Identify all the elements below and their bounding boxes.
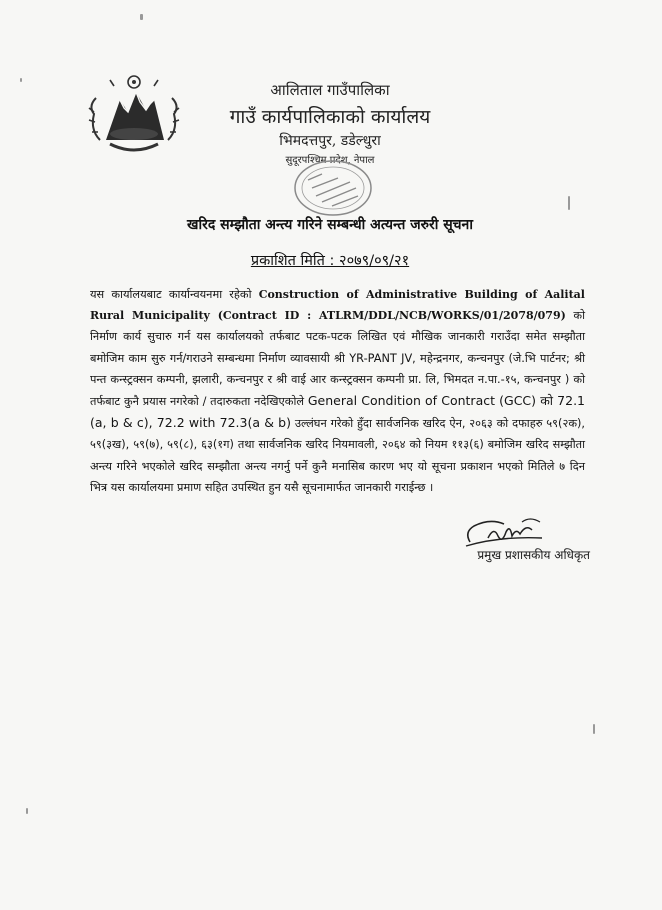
municipality-name: आलिताल गाउँपालिका	[270, 81, 390, 99]
project-name: Construction of Administrative Building of Aalital Rural Municipality (Contract ID : ATLRM/DDL/NCB/WORKS/01/2078/079)	[90, 288, 585, 323]
signatory-title: प्रमुख प्रशासकीय अधिकृत	[477, 548, 590, 562]
gcc-clauses: General Condition of Contract (GCC) को 72.1 (a, b & c), 72.2 with 72.3(a & b)	[90, 393, 586, 431]
office-seal-stamp	[292, 158, 374, 218]
office-name: गाउँ कार्यपालिकाको कार्यालय	[229, 106, 431, 128]
office-address: भिमदत्तपुर, डडेल्धुरा	[279, 133, 381, 149]
scan-speck	[593, 724, 595, 734]
body-legal-provisions: उल्लंघन गरेको हुँदा सार्वजनिक खरिद ऐन, २०६३ को दफाहरु ५९(२क), ५९(३ख), ५९(७), ५९(८), ६३(१ग) तथा सार्वजनिक खरिद नियमावली, २०६४ को नियम ११३(६) बमोजिम खरिद सम्झौता अन्त्य गरिने भएकोले खरिद सम्झौता अन्त्य नगर्नु पर्ने कुनै मनासिब कारण भए यो सूचना प्रकाशन भएको मितिले ७ दिन भित्र यस कार्यालयमा प्रमाण सहित उपस्थित हुन यसै सूचनामार्फत जानकारी गराईन्छ ।	[90, 417, 586, 494]
notice-body	[90, 284, 585, 498]
scan-speck	[140, 14, 143, 20]
scan-speck	[20, 78, 22, 82]
scan-speck	[568, 196, 570, 210]
province-country: सुदूरपश्चिम प्रदेश, नेपाल	[285, 155, 375, 166]
body-contractor-details: को निर्माण कार्य सुचारु गर्न यस कार्यालयको तर्फबाट पटक-पटक लिखित एवं मौखिक जानकारी गराउँदा समेत सम्झौता बमोजिम काम सुरु गर्न/गराउने सम्बन्धमा निर्माण व्यावसायी श्री YR-PANT JV, महेन्द्रनगर, कन्चनपुर (जे.भि पार्टनर; श्री पन्त कन्स्ट्रक्सन कम्पनी, झलारी, कन्चनपुर र श्री वाई आर कन्स्ट्रक्सन कम्पनी प्रा. लि, भिमदत न.पा.-१५, कन्चनपुर ) को तर्फबाट कुनै प्रयास नगरेको / तदारुकता नदेखिएकोले	[90, 309, 585, 409]
body-intro: यस कार्यालयबाट कार्यान्वयनमा रहेको	[90, 288, 259, 301]
notice-title: खरिद सम्झौता अन्त्य गरिने सम्बन्धी अत्यन्त जरुरी सूचना	[187, 217, 473, 233]
nepal-government-emblem-icon	[80, 70, 188, 160]
published-date: प्रकाशित मिति : २०७९/०९/२१	[250, 253, 410, 269]
scan-speck	[26, 808, 28, 814]
